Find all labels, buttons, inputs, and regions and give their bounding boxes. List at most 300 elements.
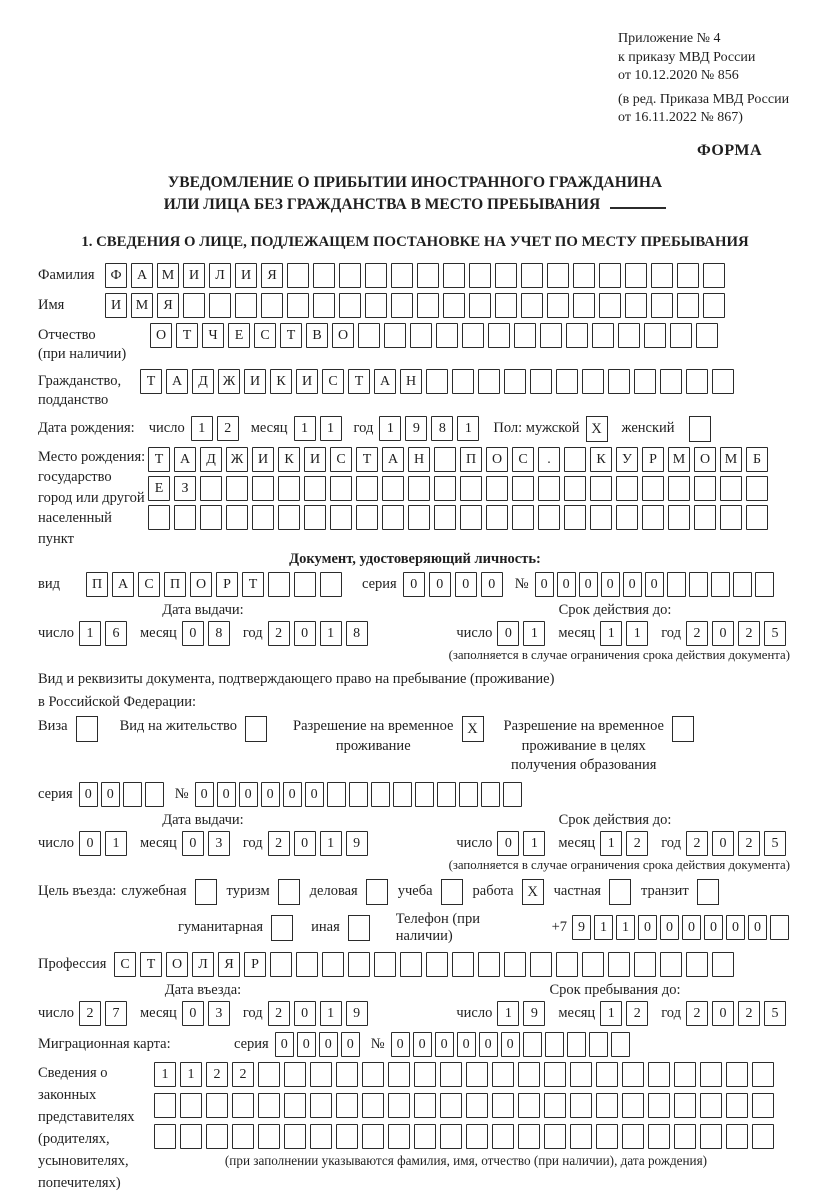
char-cell[interactable]: Р <box>216 572 238 597</box>
char-cell[interactable] <box>608 369 630 394</box>
char-cell[interactable]: 2 <box>268 1001 290 1026</box>
char-cell[interactable] <box>358 323 380 348</box>
char-cell[interactable] <box>590 476 612 501</box>
checkbox-visa[interactable] <box>76 716 98 742</box>
char-cell[interactable]: 6 <box>105 621 127 646</box>
char-cell[interactable] <box>460 476 482 501</box>
char-cell[interactable] <box>518 1062 540 1087</box>
char-cell[interactable] <box>634 952 656 977</box>
char-cell[interactable]: 0 <box>455 572 477 597</box>
char-cell[interactable] <box>677 293 699 318</box>
char-cell[interactable] <box>459 782 478 807</box>
char-cell[interactable]: 0 <box>682 915 701 940</box>
char-cell[interactable]: 2 <box>686 831 708 856</box>
checkbox-purpose-business[interactable] <box>366 879 388 905</box>
char-cell[interactable]: 0 <box>481 572 503 597</box>
checkbox-purpose-other[interactable] <box>348 915 370 941</box>
char-cell[interactable]: 9 <box>523 1001 545 1026</box>
char-cell[interactable] <box>258 1093 280 1118</box>
char-cell[interactable]: Л <box>209 263 231 288</box>
char-cell[interactable]: Т <box>356 447 378 472</box>
char-cell[interactable] <box>512 476 534 501</box>
char-cell[interactable]: М <box>668 447 690 472</box>
char-cell[interactable]: 0 <box>391 1032 410 1057</box>
char-cell[interactable] <box>544 1124 566 1149</box>
char-cell[interactable] <box>564 447 586 472</box>
char-cell[interactable] <box>382 505 404 530</box>
char-cell[interactable]: 0 <box>726 915 745 940</box>
char-cell[interactable] <box>180 1093 202 1118</box>
char-cell[interactable] <box>426 952 448 977</box>
char-cell[interactable] <box>235 293 257 318</box>
char-cell[interactable] <box>648 1093 670 1118</box>
checkbox-purpose-official[interactable] <box>195 879 217 905</box>
char-cell[interactable]: Т <box>242 572 264 597</box>
char-cell[interactable]: О <box>332 323 354 348</box>
char-cell[interactable]: 0 <box>319 1032 338 1057</box>
char-cell[interactable]: Т <box>140 369 162 394</box>
char-cell[interactable] <box>209 293 231 318</box>
char-cell[interactable] <box>564 476 586 501</box>
char-cell[interactable]: 0 <box>182 621 204 646</box>
char-cell[interactable]: Е <box>228 323 250 348</box>
checkbox-residence-permit[interactable] <box>245 716 267 742</box>
char-cell[interactable] <box>408 505 430 530</box>
char-cell[interactable] <box>226 505 248 530</box>
char-cell[interactable]: Ч <box>202 323 224 348</box>
char-cell[interactable] <box>284 1062 306 1087</box>
char-cell[interactable]: 0 <box>101 782 120 807</box>
char-cell[interactable] <box>689 572 708 597</box>
char-cell[interactable]: 0 <box>748 915 767 940</box>
char-cell[interactable] <box>608 952 630 977</box>
char-cell[interactable] <box>320 572 342 597</box>
char-cell[interactable] <box>521 293 543 318</box>
char-cell[interactable] <box>258 1062 280 1087</box>
char-cell[interactable]: П <box>460 447 482 472</box>
char-cell[interactable] <box>440 1062 462 1087</box>
char-cell[interactable] <box>570 1093 592 1118</box>
char-cell[interactable] <box>374 952 396 977</box>
char-cell[interactable] <box>703 293 725 318</box>
char-cell[interactable] <box>518 1093 540 1118</box>
char-cell[interactable] <box>417 293 439 318</box>
char-cell[interactable] <box>711 572 730 597</box>
char-cell[interactable] <box>746 476 768 501</box>
char-cell[interactable] <box>726 1062 748 1087</box>
char-cell[interactable]: 9 <box>572 915 591 940</box>
char-cell[interactable]: 8 <box>208 621 230 646</box>
char-cell[interactable] <box>123 782 142 807</box>
char-cell[interactable] <box>589 1032 608 1057</box>
char-cell[interactable]: 1 <box>320 1001 342 1026</box>
char-cell[interactable]: О <box>166 952 188 977</box>
char-cell[interactable] <box>384 323 406 348</box>
char-cell[interactable] <box>330 476 352 501</box>
char-cell[interactable] <box>478 952 500 977</box>
char-cell[interactable] <box>752 1062 774 1087</box>
char-cell[interactable] <box>452 952 474 977</box>
char-cell[interactable]: И <box>244 369 266 394</box>
char-cell[interactable]: Д <box>200 447 222 472</box>
char-cell[interactable] <box>339 293 361 318</box>
char-cell[interactable]: И <box>252 447 274 472</box>
char-cell[interactable] <box>503 782 522 807</box>
char-cell[interactable]: 0 <box>294 831 316 856</box>
char-cell[interactable] <box>642 505 664 530</box>
char-cell[interactable]: Т <box>176 323 198 348</box>
char-cell[interactable]: 0 <box>182 1001 204 1026</box>
char-cell[interactable] <box>582 369 604 394</box>
char-cell[interactable]: 0 <box>79 831 101 856</box>
char-cell[interactable] <box>330 505 352 530</box>
char-cell[interactable]: 0 <box>79 782 98 807</box>
char-cell[interactable] <box>556 952 578 977</box>
char-cell[interactable] <box>287 293 309 318</box>
char-cell[interactable]: 1 <box>497 1001 519 1026</box>
char-cell[interactable] <box>492 1062 514 1087</box>
char-cell[interactable] <box>339 263 361 288</box>
char-cell[interactable] <box>226 476 248 501</box>
char-cell[interactable] <box>686 952 708 977</box>
char-cell[interactable]: Т <box>148 447 170 472</box>
char-cell[interactable] <box>592 323 614 348</box>
char-cell[interactable] <box>278 505 300 530</box>
char-cell[interactable]: 0 <box>479 1032 498 1057</box>
char-cell[interactable]: 0 <box>535 572 554 597</box>
char-cell[interactable] <box>437 782 456 807</box>
char-cell[interactable] <box>720 476 742 501</box>
char-cell[interactable] <box>469 263 491 288</box>
char-cell[interactable] <box>183 293 205 318</box>
char-cell[interactable]: 9 <box>346 831 368 856</box>
char-cell[interactable]: И <box>304 447 326 472</box>
char-cell[interactable] <box>651 293 673 318</box>
char-cell[interactable]: И <box>296 369 318 394</box>
char-cell[interactable] <box>696 323 718 348</box>
char-cell[interactable] <box>590 505 612 530</box>
char-cell[interactable] <box>618 323 640 348</box>
char-cell[interactable]: Я <box>261 263 283 288</box>
char-cell[interactable]: П <box>164 572 186 597</box>
char-cell[interactable]: Я <box>218 952 240 977</box>
char-cell[interactable] <box>504 369 526 394</box>
char-cell[interactable]: О <box>190 572 212 597</box>
char-cell[interactable]: Ж <box>218 369 240 394</box>
char-cell[interactable] <box>726 1124 748 1149</box>
char-cell[interactable]: К <box>270 369 292 394</box>
char-cell[interactable] <box>651 263 673 288</box>
char-cell[interactable] <box>466 1062 488 1087</box>
char-cell[interactable] <box>154 1093 176 1118</box>
char-cell[interactable]: 0 <box>275 1032 294 1057</box>
char-cell[interactable] <box>616 505 638 530</box>
char-cell[interactable]: 0 <box>239 782 258 807</box>
char-cell[interactable]: 0 <box>195 782 214 807</box>
char-cell[interactable] <box>538 505 560 530</box>
char-cell[interactable] <box>252 505 274 530</box>
char-cell[interactable] <box>232 1124 254 1149</box>
char-cell[interactable]: 0 <box>429 572 451 597</box>
char-cell[interactable]: 8 <box>346 621 368 646</box>
char-cell[interactable]: М <box>720 447 742 472</box>
char-cell[interactable] <box>434 476 456 501</box>
char-cell[interactable] <box>362 1093 384 1118</box>
char-cell[interactable] <box>523 1032 542 1057</box>
char-cell[interactable]: 2 <box>626 1001 648 1026</box>
char-cell[interactable]: 1 <box>594 915 613 940</box>
char-cell[interactable] <box>408 476 430 501</box>
char-cell[interactable] <box>544 1093 566 1118</box>
char-cell[interactable]: 9 <box>346 1001 368 1026</box>
char-cell[interactable] <box>400 952 422 977</box>
char-cell[interactable] <box>452 369 474 394</box>
char-cell[interactable] <box>611 1032 630 1057</box>
char-cell[interactable] <box>596 1093 618 1118</box>
char-cell[interactable]: А <box>131 263 153 288</box>
char-cell[interactable]: И <box>183 263 205 288</box>
char-cell[interactable]: 0 <box>283 782 302 807</box>
char-cell[interactable]: 2 <box>232 1062 254 1087</box>
char-cell[interactable]: Ф <box>105 263 127 288</box>
char-cell[interactable]: 2 <box>268 621 290 646</box>
char-cell[interactable]: Ж <box>226 447 248 472</box>
char-cell[interactable] <box>310 1062 332 1087</box>
char-cell[interactable]: . <box>538 447 560 472</box>
char-cell[interactable]: С <box>114 952 136 977</box>
char-cell[interactable] <box>296 952 318 977</box>
char-cell[interactable] <box>660 369 682 394</box>
char-cell[interactable]: А <box>112 572 134 597</box>
char-cell[interactable] <box>258 1124 280 1149</box>
char-cell[interactable] <box>492 1124 514 1149</box>
char-cell[interactable]: 0 <box>341 1032 360 1057</box>
char-cell[interactable] <box>336 1062 358 1087</box>
char-cell[interactable]: 0 <box>497 621 519 646</box>
char-cell[interactable] <box>720 505 742 530</box>
char-cell[interactable] <box>599 263 621 288</box>
char-cell[interactable]: 0 <box>497 831 519 856</box>
char-cell[interactable]: К <box>590 447 612 472</box>
char-cell[interactable]: 2 <box>206 1062 228 1087</box>
checkbox-purpose-work[interactable]: X <box>522 879 544 905</box>
char-cell[interactable] <box>417 263 439 288</box>
checkbox-temp-residence-education[interactable] <box>672 716 694 742</box>
char-cell[interactable]: 0 <box>294 1001 316 1026</box>
char-cell[interactable]: 5 <box>764 621 786 646</box>
checkbox-temp-residence-permit[interactable]: X <box>462 716 484 742</box>
char-cell[interactable]: 1 <box>154 1062 176 1087</box>
char-cell[interactable] <box>278 476 300 501</box>
char-cell[interactable] <box>356 505 378 530</box>
char-cell[interactable] <box>703 263 725 288</box>
char-cell[interactable] <box>443 293 465 318</box>
char-cell[interactable]: 0 <box>435 1032 454 1057</box>
char-cell[interactable] <box>567 1032 586 1057</box>
char-cell[interactable]: 2 <box>738 621 760 646</box>
char-cell[interactable] <box>674 1124 696 1149</box>
char-cell[interactable] <box>174 505 196 530</box>
char-cell[interactable]: 0 <box>712 831 734 856</box>
char-cell[interactable] <box>481 782 500 807</box>
char-cell[interactable] <box>625 293 647 318</box>
char-cell[interactable] <box>700 1062 722 1087</box>
char-cell[interactable] <box>492 1093 514 1118</box>
char-cell[interactable] <box>436 323 458 348</box>
char-cell[interactable] <box>294 572 316 597</box>
char-cell[interactable]: М <box>131 293 153 318</box>
char-cell[interactable] <box>414 1124 436 1149</box>
char-cell[interactable]: 1 <box>457 416 479 441</box>
char-cell[interactable] <box>313 263 335 288</box>
char-cell[interactable] <box>466 1124 488 1149</box>
char-cell[interactable] <box>154 1124 176 1149</box>
char-cell[interactable]: 1 <box>105 831 127 856</box>
char-cell[interactable]: 0 <box>217 782 236 807</box>
char-cell[interactable]: 0 <box>645 572 664 597</box>
char-cell[interactable] <box>547 263 569 288</box>
char-cell[interactable]: 1 <box>523 621 545 646</box>
char-cell[interactable] <box>145 782 164 807</box>
char-cell[interactable]: Л <box>192 952 214 977</box>
char-cell[interactable] <box>200 476 222 501</box>
char-cell[interactable] <box>530 369 552 394</box>
char-cell[interactable] <box>261 293 283 318</box>
char-cell[interactable] <box>642 476 664 501</box>
char-cell[interactable] <box>582 952 604 977</box>
char-cell[interactable]: 1 <box>320 621 342 646</box>
char-cell[interactable] <box>512 505 534 530</box>
char-cell[interactable]: 0 <box>305 782 324 807</box>
char-cell[interactable] <box>371 782 390 807</box>
char-cell[interactable] <box>414 1062 436 1087</box>
char-cell[interactable] <box>322 952 344 977</box>
char-cell[interactable]: П <box>86 572 108 597</box>
checkbox-purpose-tourism[interactable] <box>278 879 300 905</box>
char-cell[interactable] <box>616 476 638 501</box>
char-cell[interactable] <box>634 369 656 394</box>
char-cell[interactable] <box>365 293 387 318</box>
char-cell[interactable] <box>596 1124 618 1149</box>
char-cell[interactable] <box>660 952 682 977</box>
char-cell[interactable] <box>644 323 666 348</box>
char-cell[interactable]: 1 <box>626 621 648 646</box>
char-cell[interactable]: 1 <box>616 915 635 940</box>
char-cell[interactable] <box>670 323 692 348</box>
char-cell[interactable]: О <box>486 447 508 472</box>
char-cell[interactable] <box>393 782 412 807</box>
char-cell[interactable]: 1 <box>191 416 213 441</box>
char-cell[interactable]: 2 <box>217 416 239 441</box>
char-cell[interactable]: С <box>512 447 534 472</box>
char-cell[interactable]: 7 <box>105 1001 127 1026</box>
checkbox-purpose-transit[interactable] <box>697 879 719 905</box>
char-cell[interactable]: 0 <box>457 1032 476 1057</box>
char-cell[interactable] <box>538 476 560 501</box>
char-cell[interactable] <box>755 572 774 597</box>
char-cell[interactable]: О <box>150 323 172 348</box>
char-cell[interactable] <box>362 1062 384 1087</box>
char-cell[interactable] <box>686 369 708 394</box>
char-cell[interactable]: 0 <box>557 572 576 597</box>
char-cell[interactable]: 5 <box>764 1001 786 1026</box>
char-cell[interactable] <box>414 1093 436 1118</box>
char-cell[interactable]: И <box>235 263 257 288</box>
char-cell[interactable]: 2 <box>686 621 708 646</box>
char-cell[interactable]: Т <box>140 952 162 977</box>
char-cell[interactable] <box>556 369 578 394</box>
char-cell[interactable] <box>622 1124 644 1149</box>
char-cell[interactable] <box>677 263 699 288</box>
char-cell[interactable]: 1 <box>180 1062 202 1087</box>
char-cell[interactable]: В <box>306 323 328 348</box>
char-cell[interactable] <box>521 263 543 288</box>
char-cell[interactable] <box>434 447 456 472</box>
char-cell[interactable] <box>310 1124 332 1149</box>
char-cell[interactable] <box>733 572 752 597</box>
char-cell[interactable] <box>700 1093 722 1118</box>
char-cell[interactable]: 2 <box>268 831 290 856</box>
char-cell[interactable] <box>410 323 432 348</box>
char-cell[interactable]: 1 <box>523 831 545 856</box>
char-cell[interactable] <box>668 476 690 501</box>
char-cell[interactable] <box>270 952 292 977</box>
char-cell[interactable] <box>674 1062 696 1087</box>
char-cell[interactable]: Т <box>348 369 370 394</box>
char-cell[interactable]: 0 <box>294 621 316 646</box>
char-cell[interactable] <box>391 263 413 288</box>
char-cell[interactable] <box>415 782 434 807</box>
char-cell[interactable] <box>746 505 768 530</box>
char-cell[interactable]: 0 <box>182 831 204 856</box>
char-cell[interactable]: А <box>382 447 404 472</box>
char-cell[interactable] <box>544 1062 566 1087</box>
char-cell[interactable] <box>488 323 510 348</box>
char-cell[interactable] <box>268 572 290 597</box>
char-cell[interactable]: С <box>254 323 276 348</box>
char-cell[interactable] <box>200 505 222 530</box>
char-cell[interactable]: Д <box>192 369 214 394</box>
char-cell[interactable] <box>712 952 734 977</box>
char-cell[interactable] <box>514 323 536 348</box>
char-cell[interactable]: 0 <box>712 1001 734 1026</box>
char-cell[interactable] <box>388 1124 410 1149</box>
char-cell[interactable] <box>694 476 716 501</box>
char-cell[interactable]: 2 <box>79 1001 101 1026</box>
char-cell[interactable] <box>622 1062 644 1087</box>
char-cell[interactable]: 0 <box>413 1032 432 1057</box>
char-cell[interactable] <box>770 915 789 940</box>
char-cell[interactable]: 3 <box>208 831 230 856</box>
char-cell[interactable]: С <box>138 572 160 597</box>
char-cell[interactable] <box>180 1124 202 1149</box>
char-cell[interactable]: 9 <box>405 416 427 441</box>
char-cell[interactable]: 1 <box>600 831 622 856</box>
char-cell[interactable] <box>362 1124 384 1149</box>
char-cell[interactable] <box>391 293 413 318</box>
char-cell[interactable]: 1 <box>600 1001 622 1026</box>
checkbox-purpose-private[interactable] <box>609 879 631 905</box>
char-cell[interactable] <box>564 505 586 530</box>
char-cell[interactable] <box>540 323 562 348</box>
char-cell[interactable] <box>348 952 370 977</box>
char-cell[interactable] <box>694 505 716 530</box>
char-cell[interactable]: 0 <box>579 572 598 597</box>
char-cell[interactable] <box>284 1093 306 1118</box>
char-cell[interactable] <box>478 369 500 394</box>
char-cell[interactable] <box>648 1062 670 1087</box>
char-cell[interactable]: 0 <box>704 915 723 940</box>
